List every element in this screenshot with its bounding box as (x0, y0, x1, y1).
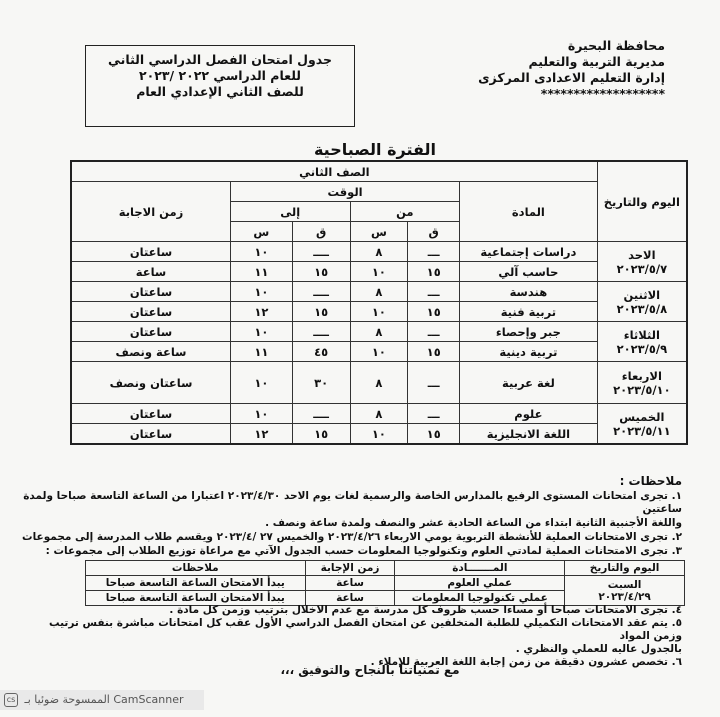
subject-cell: لغة عربية (460, 362, 598, 404)
small-subject-cell: عملي تكنولوجيا المعلومات (395, 591, 565, 606)
small-subject-cell: عملي العلوم (395, 576, 565, 591)
issuer-header (425, 38, 665, 102)
header-grade: الصف الثاني (71, 161, 597, 182)
administration-line: إدارة التعليم الاعدادى المركزى (478, 70, 665, 85)
subject-cell: جبر وإحصاء (460, 322, 598, 342)
note-5-continued: بالجدول عاليه للعملي والنظري . (515, 643, 682, 655)
grade-line: للصف الثاني الإعدادي العام (136, 84, 304, 99)
notes-section (22, 475, 682, 559)
from-q-cell: ـــ (408, 282, 460, 302)
from-q-cell: ـــ (408, 322, 460, 342)
to-q-cell: ١٥ (292, 302, 350, 322)
to-s-cell: ١٠ (230, 322, 292, 342)
from-q-cell: ـــ (408, 404, 460, 424)
period-title: الفترة الصباحية (313, 140, 437, 159)
academic-year: للعام الدراسي ٢٠٢٢ /٢٠٢٣ (138, 68, 301, 83)
note-2: ٢. تجرى الامتحانات العملية للأنشطة التربوية يومي الاربعاء ٢٠٢٣/٤/٢٦ والخميس ٢٧ /٢٠٢٣/٤ ويقسم طلاب المدرسة إلى مجموعات (22, 531, 682, 543)
practical-exams-table (85, 560, 685, 606)
schedule-title: جدول امتحان الفصل الدراسي الثاني (108, 52, 332, 67)
from-s-cell: ٨ (350, 404, 408, 424)
to-s-cell: ١٠ (230, 282, 292, 302)
table-row (71, 302, 687, 322)
schedule-title-box (85, 45, 355, 127)
duration-cell: ساعتان ونصف (71, 362, 230, 404)
header-to: إلى (230, 202, 350, 222)
from-s-cell: ٨ (350, 282, 408, 302)
day-cell: الخميس ٢٠٢٣/٥/١١ (597, 404, 687, 445)
header-time: الوقت (230, 182, 459, 202)
small-header-duration: زمن الإجابة (305, 561, 395, 576)
from-s-cell: ١٠ (350, 262, 408, 282)
note-3: ٣. تجرى الامتحانات العملية لمادتي العلوم وتكنولوجيا المعلومات حسب الجدول الآتي مع مراعاة توزيع الطلاب إلى مجموعات : (45, 545, 682, 557)
closing-line: مع تمنياتنا بالنجاح والتوفيق ،،، (280, 663, 460, 677)
from-s-cell: ٨ (350, 242, 408, 262)
subject-cell: دراسات إجتماعية (460, 242, 598, 262)
small-day-cell: السبت ٢٠٢٣/٤/٢٩ (565, 576, 685, 606)
subject-cell: حاسب آلي (460, 262, 598, 282)
day-cell: الثلاثاء ٢٠٢٣/٥/٩ (597, 322, 687, 362)
table-row (71, 342, 687, 362)
note-1: ١. تجرى امتحانات المستوى الرفيع بالمدارس الخاصة والرسمية لغات يوم الاحد ٢٠٢٣/٤/٣٠ اعتبارا من الساعة التاسعة صباحا ولمدة ساعتين (23, 490, 682, 515)
from-q-cell: ١٥ (408, 342, 460, 362)
from-s-cell: ١٠ (350, 342, 408, 362)
small-note-cell: يبدأ الامتحان الساعة التاسعة صباحا (86, 576, 306, 591)
duration-cell: ساعة (71, 262, 230, 282)
to-s-cell: ١١ (230, 262, 292, 282)
to-s-cell: ١٠ (230, 242, 292, 262)
to-q-cell: ١٥ (292, 424, 350, 445)
day-cell: الاحد ٢٠٢٣/٥/٧ (597, 242, 687, 282)
exam-schedule-table (70, 160, 688, 445)
subject-cell: تربية فنية (460, 302, 598, 322)
subject-cell: علوم (460, 404, 598, 424)
table-row (71, 322, 687, 342)
subject-cell: اللغة الانجليزية (460, 424, 598, 445)
from-q-cell: ١٥ (408, 424, 460, 445)
day-cell: الاربعاء ٢٠٢٣/٥/١٠ (597, 362, 687, 404)
governorate-line: محافظة البحيرة (567, 38, 665, 53)
to-s-cell: ١١ (230, 342, 292, 362)
header-from-s: س (350, 222, 408, 242)
from-s-cell: ١٠ (350, 424, 408, 445)
table-row (71, 404, 687, 424)
table-row (86, 576, 685, 591)
note-6: ٦. تخصص عشرون دقيقة من زمن إجابة اللغة العربية للإملاء . (370, 656, 682, 668)
table-row (71, 242, 687, 262)
to-q-cell: ــــ (292, 282, 350, 302)
note-5: ٥. يتم عقد الامتحانات التكميلي للطلبة المتخلفين عن امتحان الفصل الدراسي الأول عقب كل امتحانات مباشرة بنفس ترتيب وزمن المواد (49, 617, 682, 642)
directorate-line: مديرية التربية والتعليم (528, 54, 665, 69)
to-q-cell: ــــ (292, 242, 350, 262)
to-s-cell: ١٢ (230, 424, 292, 445)
small-header-subject: المـــــــادة (395, 561, 565, 576)
note-1-continued: واللغة الأجنبية الثانية ابتداء من الساعة الحادية عشر والنصف ولمدة ساعة ونصف . (265, 517, 682, 529)
header-to-s: س (230, 222, 292, 242)
notes-title: ملاحظات : (619, 474, 682, 488)
stars-line: ******************* (540, 86, 665, 101)
table-row (71, 424, 687, 445)
camscanner-icon: cs (4, 693, 18, 707)
duration-cell: ساعتان (71, 302, 230, 322)
from-q-cell: ١٥ (408, 302, 460, 322)
camscanner-watermark (0, 690, 204, 710)
to-s-cell: ١٢ (230, 302, 292, 322)
duration-cell: ساعتان (71, 424, 230, 445)
to-s-cell: ١٠ (230, 404, 292, 424)
to-q-cell: ــــ (292, 322, 350, 342)
header-from-q: ق (408, 222, 460, 242)
watermark-text: الممسوحة ضوئيا بـ CamScanner (24, 693, 184, 706)
to-s-cell: ١٠ (230, 362, 292, 404)
subject-cell: تربية دينية (460, 342, 598, 362)
from-q-cell: ١٥ (408, 262, 460, 282)
to-q-cell: ٣٠ (292, 362, 350, 404)
table-row (71, 262, 687, 282)
small-duration-cell: ساعة (305, 591, 395, 606)
table-row (71, 282, 687, 302)
to-q-cell: ١٥ (292, 262, 350, 282)
from-s-cell: ٨ (350, 362, 408, 404)
small-duration-cell: ساعة (305, 576, 395, 591)
header-to-q: ق (292, 222, 350, 242)
from-q-cell: ـــ (408, 362, 460, 404)
from-q-cell: ـــ (408, 242, 460, 262)
small-note-cell: يبدأ الامتحان الساعة التاسعة صباحا (86, 591, 306, 606)
header-day-date: اليوم والتاريخ (597, 161, 687, 242)
table-row (71, 362, 687, 404)
duration-cell: ساعتان (71, 242, 230, 262)
duration-cell: ساعتان (71, 282, 230, 302)
duration-cell: ساعتان (71, 322, 230, 342)
day-cell: الاثنين ٢٠٢٣/٥/٨ (597, 282, 687, 322)
to-q-cell: ٤٥ (292, 342, 350, 362)
duration-cell: ساعتان (71, 404, 230, 424)
small-header-day: اليوم والتاريخ (565, 561, 685, 576)
note-4: ٤. تجرى الامتحانات صباحا أو مساءا حسب ظروف كل مدرسة مع عدم الاخلال بترتيب وزمن كل مادة . (169, 604, 682, 616)
header-subject: المادة (460, 182, 598, 242)
subject-cell: هندسة (460, 282, 598, 302)
from-s-cell: ١٠ (350, 302, 408, 322)
header-duration: زمن الاجابة (71, 182, 230, 242)
duration-cell: ساعة ونصف (71, 342, 230, 362)
header-from: من (350, 202, 460, 222)
from-s-cell: ٨ (350, 322, 408, 342)
to-q-cell: ــــ (292, 404, 350, 424)
small-header-notes: ملاحظات (86, 561, 306, 576)
notes-section-continued (22, 604, 682, 669)
